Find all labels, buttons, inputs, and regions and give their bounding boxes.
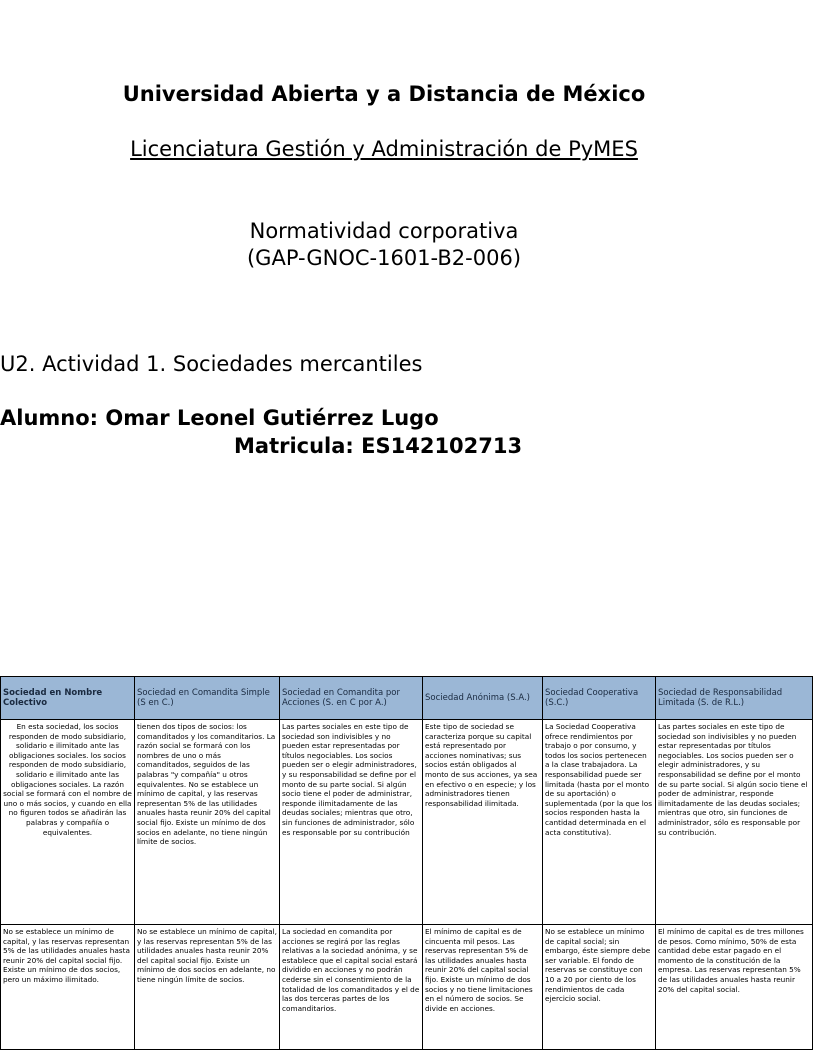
activity-title: U2. Actividad 1. Sociedades mercantiles xyxy=(0,352,423,376)
table-cell: El mínimo de capital es de tres millones de pesos. Como mínimo, 50% de esta cantidad debe estar pagado en el momento de la constitución de la empresa. Las reservas representan 5% de las utilidades anuales hasta reunir 20% del capital social. xyxy=(656,925,813,1050)
column-header: Sociedad en Comandita por Acciones (S. en C por A.) xyxy=(280,677,423,720)
column-header: Sociedad en Comandita Simple (S en C.) xyxy=(135,677,280,720)
university-title: Universidad Abierta y a Distancia de México xyxy=(122,82,646,106)
table-cell: La sociedad en comandita por acciones se regirá por las reglas relativas a la sociedad anónima, y se establece que el capital social estará dividido en acciones y no podrán cederse sin el consentimiento de la totalidad de los comanditados y el de las dos terceras partes de los comanditarios. xyxy=(280,925,423,1050)
table-row xyxy=(1,925,813,1050)
column-header: Sociedad de Responsabilidad Limitada (S. de R.L.) xyxy=(656,677,813,720)
student-matricula: Matricula: ES142102713 xyxy=(234,434,523,458)
table-cell: La Sociedad Cooperativa ofrece rendimientos por trabajo o por consumo, y todos los socios pertenecen a la clase trabajadora. La responsabilidad puede ser limitada (hasta por el monto de su aportación) o suplementada (por la que los socios responden hasta la cantidad determinada en el acta constitutiva). xyxy=(543,720,656,925)
table-cell: Las partes sociales en este tipo de sociedad son indivisibles y no pueden estar representadas por títulos negociables. Los socios pueden ser o elegir administradores, y su responsabilidad se define por el monto de su parte social. Si algún socio tiene el poder de administrar, responde ilimitadamente de las deudas sociales; mientras que otro, sin funciones de administrador, sólo es responsable por su contribución. xyxy=(656,720,813,925)
course-code: (GAP-GNOC-1601-B2-006) xyxy=(246,246,522,270)
course-name: Normatividad corporativa xyxy=(249,219,519,243)
table-cell: El mínimo de capital es de cincuenta mil pesos. Las reservas representan 5% de las utilidades anuales hasta reunir 20% del capital social fijo. Existe un mínimo de dos socios y no tiene limitaciones en el número de socios. Se divide en acciones. xyxy=(423,925,543,1050)
table-cell: No se establece un mínimo de capital, y las reservas representan 5% de las utilidades anuales hasta reunir 20% del capital social fijo. Existe un mínimo de dos socios en adelante, no tiene ningún límite de socios. xyxy=(135,925,280,1050)
column-header: Sociedad Cooperativa (S.C.) xyxy=(543,677,656,720)
column-header: Sociedad Anónima (S.A.) xyxy=(423,677,543,720)
table-cell: Este tipo de sociedad se caracteriza porque su capital está representado por acciones nominativas; sus socios están obligados al monto de sus acciones, ya sea en efectivo o en especie; y los administradores tienen responsabilidad ilimitada. xyxy=(423,720,543,925)
table-cell: tienen dos tipos de socios: los comanditados y los comanditarios. La razón social se formará con los nombres de uno o más comanditados, seguidos de las palabras "y compañía" u otros equivalentes. No se establece un mínimo de capital, y las reservas representan 5% de las utilidades anuales hasta reunir 20% del capital social fijo. Existe un mínimo de dos socios en adelante, no tiene ningún límite de socios. xyxy=(135,720,280,925)
comparison-table-container xyxy=(0,676,808,1024)
table-header-row xyxy=(1,677,813,720)
course-block xyxy=(0,218,768,272)
table-cell: No se establece un mínimo de capital social; sin embargo, éste siempre debe ser variable. El fondo de reservas se constituye con 10 a 20 por ciento de los rendimientos de cada ejercicio social. xyxy=(543,925,656,1050)
column-header: Sociedad en Nombre Colectivo xyxy=(1,677,135,720)
student-name: Alumno: Omar Leonel Gutiérrez Lugo xyxy=(0,406,439,430)
table-row xyxy=(1,720,813,925)
table-cell: En esta sociedad, los socios responden de modo subsidiario, solidario e ilimitado ante las obligaciones sociales. los socios responden de modo subsidiario, solidario e ilimitado ante las obligaciones sociales. La razón social se formará con el nombre de uno o más socios, y cuando en ella no figuren todos se añadirán las palabras y compañía o equivalentes. xyxy=(1,720,135,925)
table-cell: No se establece un mínimo de capital, y las reservas representan 5% de las utilidades anuales hasta reunir 20% del capital social fijo. Existe un mínimo de dos socios, pero un máximo ilimitado. xyxy=(1,925,135,1050)
degree-title: Licenciatura Gestión y Administración de PyMES xyxy=(130,137,638,161)
table-cell: Las partes sociales en este tipo de sociedad son indivisibles y no pueden estar representadas por títulos negociables. Los socios pueden ser o elegir administradores, y su responsabilidad se define por el monto de su parte social. Si algún socio tiene el poder de administrar, responde ilimitadamente de las deudas sociales; mientras que otro, sin funciones de administrador, sólo es responsable por su contribución xyxy=(280,720,423,925)
comparison-table xyxy=(0,676,813,1050)
